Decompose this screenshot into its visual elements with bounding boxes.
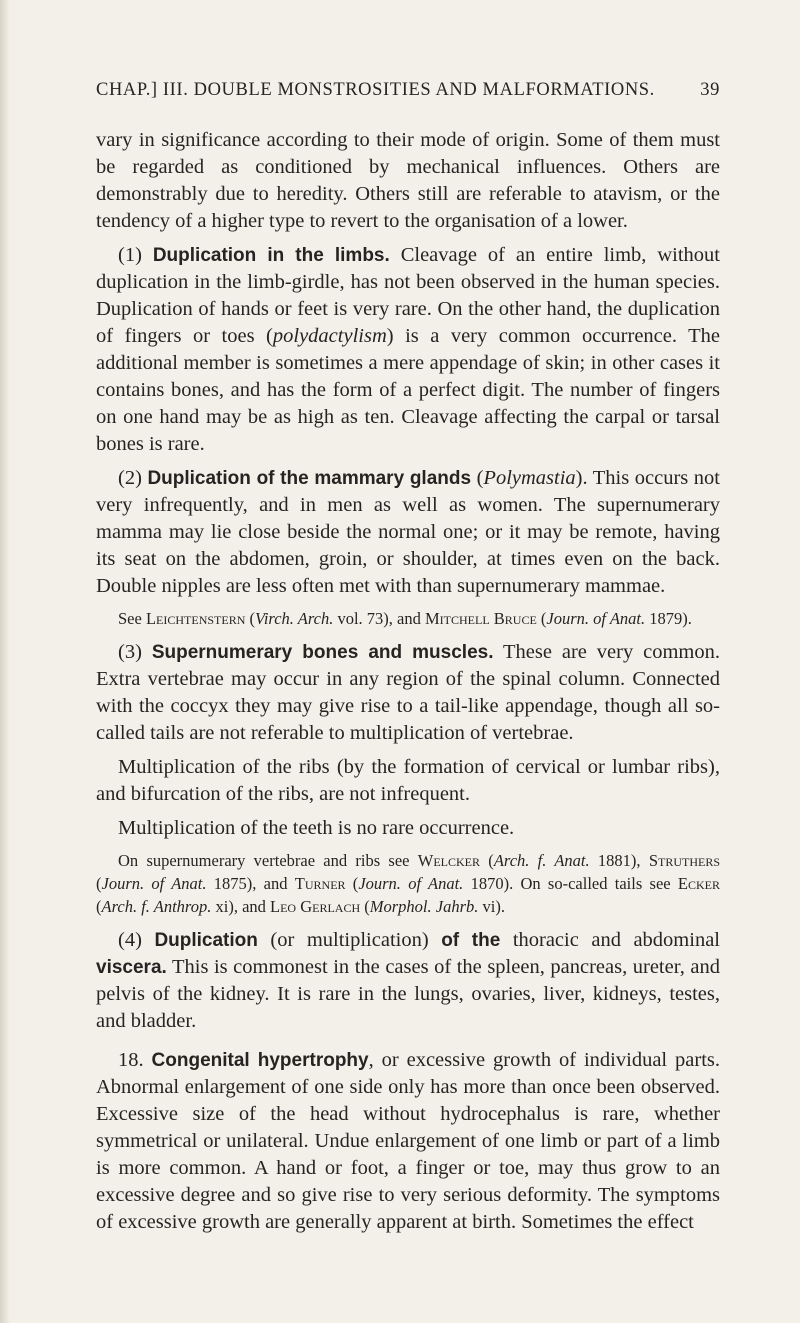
ref-text: ( bbox=[96, 897, 102, 916]
journal-title: Journ. of Anat. bbox=[546, 609, 646, 628]
paragraph-viscera bbox=[96, 927, 720, 1035]
paragraph-text: , or excessive growth of individual parts. Abnormal enlargement of one side only has more than once been observed. Excessive size of the head without hydrocephalus is rare, whether symmetrical or unilateral. Undue enlargement of one limb or part of a limb is more common. A hand or foot, a finger or toe, may thus grow to an excessive degree and so give rise to very serious deformity. The symptoms of excessive growth are generally apparent at birth. Sometimes the effect bbox=[96, 1049, 720, 1233]
paragraph-text: ) is a very common occurrence. The additional member is sometimes a mere appendage of skin; in other cases it contains bones, and has the form of a perfect digit. The number of fingers on one hand may be as high as ten. Cleavage affecting the carpal or tarsal bones is rare. bbox=[96, 325, 720, 455]
journal-title: Arch. f. Anthrop. bbox=[101, 897, 212, 916]
paragraph-text: Multiplication of the ribs (by the formation of cervical or lumbar ribs), and bifurcation of the ribs, are not infrequent. bbox=[96, 756, 720, 805]
section-number: (2) bbox=[118, 467, 142, 489]
paragraph-ribs bbox=[96, 754, 720, 808]
ref-text: vi). bbox=[478, 897, 505, 916]
paragraph-teeth bbox=[96, 815, 720, 842]
paragraph-text: (or multiplication) bbox=[257, 929, 442, 951]
section-heading: Supernumerary bones and muscles. bbox=[151, 642, 494, 663]
author-name: Ecker bbox=[677, 874, 720, 893]
section-number: 18. bbox=[118, 1049, 144, 1071]
section-heading: Duplication bbox=[154, 930, 258, 951]
section-heading: Duplication of the mammary glands bbox=[147, 468, 472, 489]
running-head bbox=[96, 80, 720, 101]
journal-title: Journ. of Anat. bbox=[358, 874, 464, 893]
paragraph-text: This is commonest in the cases of the spleen, pancreas, ureter, and pelvis of the kidney. It is rare in the lungs, ovaries, liver, kidneys, testes, and bladder. bbox=[96, 956, 720, 1032]
paragraph-text: These are very common. Extra vertebrae may occur in any region of the spinal column. Connected with the coccyx they may give rise to a tail-like appendage, though all so-called tails are not referable to multiplication of vertebrae. bbox=[96, 641, 720, 744]
section-heading: Duplication in the limbs. bbox=[152, 245, 390, 266]
paragraph-text: thoracic and abdominal bbox=[500, 929, 720, 951]
section-number: (4) bbox=[118, 929, 142, 951]
body-text bbox=[96, 127, 720, 1236]
author-name: Leo Gerlach bbox=[270, 897, 361, 916]
author-name: Leichtenstern bbox=[145, 609, 246, 628]
section-heading: of the bbox=[441, 930, 501, 951]
ref-text: ( bbox=[345, 874, 359, 893]
italic-term: polydactylism bbox=[272, 325, 387, 347]
section-number: (3) bbox=[118, 641, 142, 663]
paragraph-text: Cleavage of an entire limb, without duplication in the limb-girdle, has not been observed in the human species. Duplication of hands or feet is very rare. On the other hand, the duplication of fingers or toes ( bbox=[96, 244, 720, 347]
section-number: (1) bbox=[118, 244, 142, 266]
author-name: Struthers bbox=[648, 851, 721, 870]
paragraph-mammary bbox=[96, 465, 720, 600]
journal-title: Morphol. Jahrb. bbox=[369, 897, 479, 916]
ref-text: ( bbox=[536, 609, 547, 628]
ref-text: ( bbox=[96, 874, 102, 893]
author-name: Welcker bbox=[417, 851, 481, 870]
ref-text: ( bbox=[245, 609, 255, 628]
section-heading: viscera. bbox=[96, 957, 167, 978]
paragraph-text: ( bbox=[471, 467, 484, 489]
paragraph-text: Multiplication of the teeth is no rare occurrence. bbox=[118, 817, 515, 839]
journal-title: Arch. f. Anat. bbox=[493, 851, 590, 870]
author-name: Mitchell Bruce bbox=[425, 609, 537, 628]
ref-text: See bbox=[118, 609, 146, 628]
reference-note-mammary bbox=[96, 607, 720, 630]
page-spine-shadow bbox=[0, 0, 10, 1323]
reference-note-vertebrae bbox=[96, 849, 720, 918]
section-heading: Congenital hypertrophy bbox=[151, 1050, 369, 1071]
chapter-title: CHAP.] III. DOUBLE MONSTROSITIES AND MALFORMATIONS. bbox=[96, 80, 655, 100]
paragraph-intro bbox=[96, 127, 720, 235]
ref-text: 1881), bbox=[589, 851, 649, 870]
ref-text: On supernumerary vertebrae and ribs see bbox=[118, 851, 418, 870]
ref-text: 1870). On so-called tails see bbox=[463, 874, 678, 893]
paragraph-text: ). This occurs not very infrequently, and in men as well as women. The supernumerary mamma may lie close beside the normal one; or it may be remote, having its seat on the abdomen, groin, or shoulder, at times even on the back. Double nipples are less often met with than supernumerary mammae. bbox=[96, 467, 720, 597]
ref-text: ( bbox=[480, 851, 494, 870]
paragraph-text: vary in significance according to their mode of origin. Some of them must be regarded as conditioned by mechanical influences. Others are demonstrably due to heredity. Others still are referable to atavism, or the tendency of a higher type to revert to the organisation of a lower. bbox=[96, 129, 720, 232]
ref-text: 1879). bbox=[645, 609, 692, 628]
journal-title: Journ. of Anat. bbox=[101, 874, 207, 893]
italic-term: Polymastia bbox=[483, 467, 576, 489]
paragraph-bones bbox=[96, 639, 720, 747]
ref-text: vol. 73), and bbox=[333, 609, 425, 628]
ref-text: 1875), and bbox=[206, 874, 295, 893]
ref-text: xi), and bbox=[211, 897, 271, 916]
paragraph-hypertrophy bbox=[96, 1047, 720, 1236]
author-name: Turner bbox=[294, 874, 346, 893]
journal-title: Virch. Arch. bbox=[254, 609, 334, 628]
page-number: 39 bbox=[700, 80, 720, 100]
ref-text: ( bbox=[360, 897, 370, 916]
paragraph-limbs bbox=[96, 242, 720, 458]
